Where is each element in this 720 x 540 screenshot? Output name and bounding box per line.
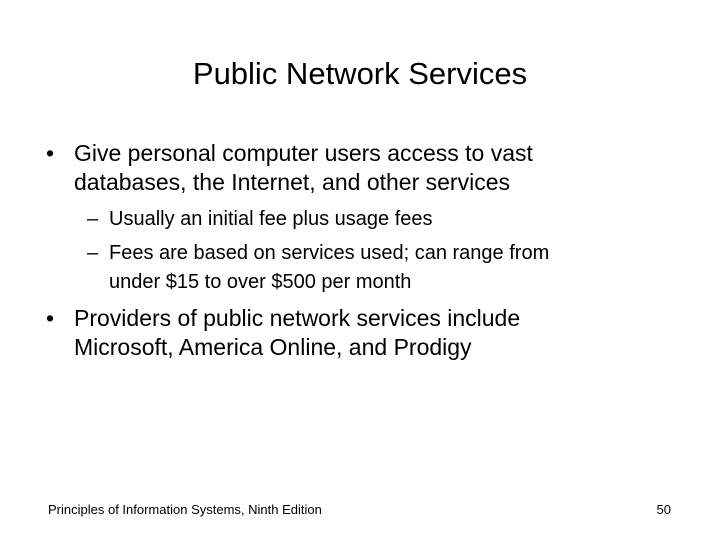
slide-title: Public Network Services [192, 56, 528, 91]
sub-bullet-marker: – [87, 242, 99, 264]
bullet-line: Give personal computer users access to vast [74, 140, 533, 166]
bullet-line: Microsoft, America Online, and Prodigy [74, 334, 472, 360]
sub-bullet-text [109, 239, 689, 297]
bullet-text [74, 304, 694, 362]
bullet-text [74, 139, 694, 197]
sub-bullet-text [109, 205, 689, 234]
sub-bullet-line: under $15 to over $500 per month [109, 271, 412, 293]
bullet-line: databases, the Internet, and other services [74, 169, 510, 195]
bullet-marker: • [46, 140, 55, 166]
sub-bullet-marker: – [87, 208, 99, 230]
page-number: 50 [656, 502, 671, 517]
sub-bullet-line: Fees are based on services used; can range from [109, 242, 550, 264]
bullet-marker: • [46, 305, 55, 331]
footer-source: Principles of Information Systems, Ninth Edition [48, 502, 322, 517]
sub-bullet-line: Usually an initial fee plus usage fees [109, 208, 433, 230]
bullet-line: Providers of public network services include [74, 305, 521, 331]
